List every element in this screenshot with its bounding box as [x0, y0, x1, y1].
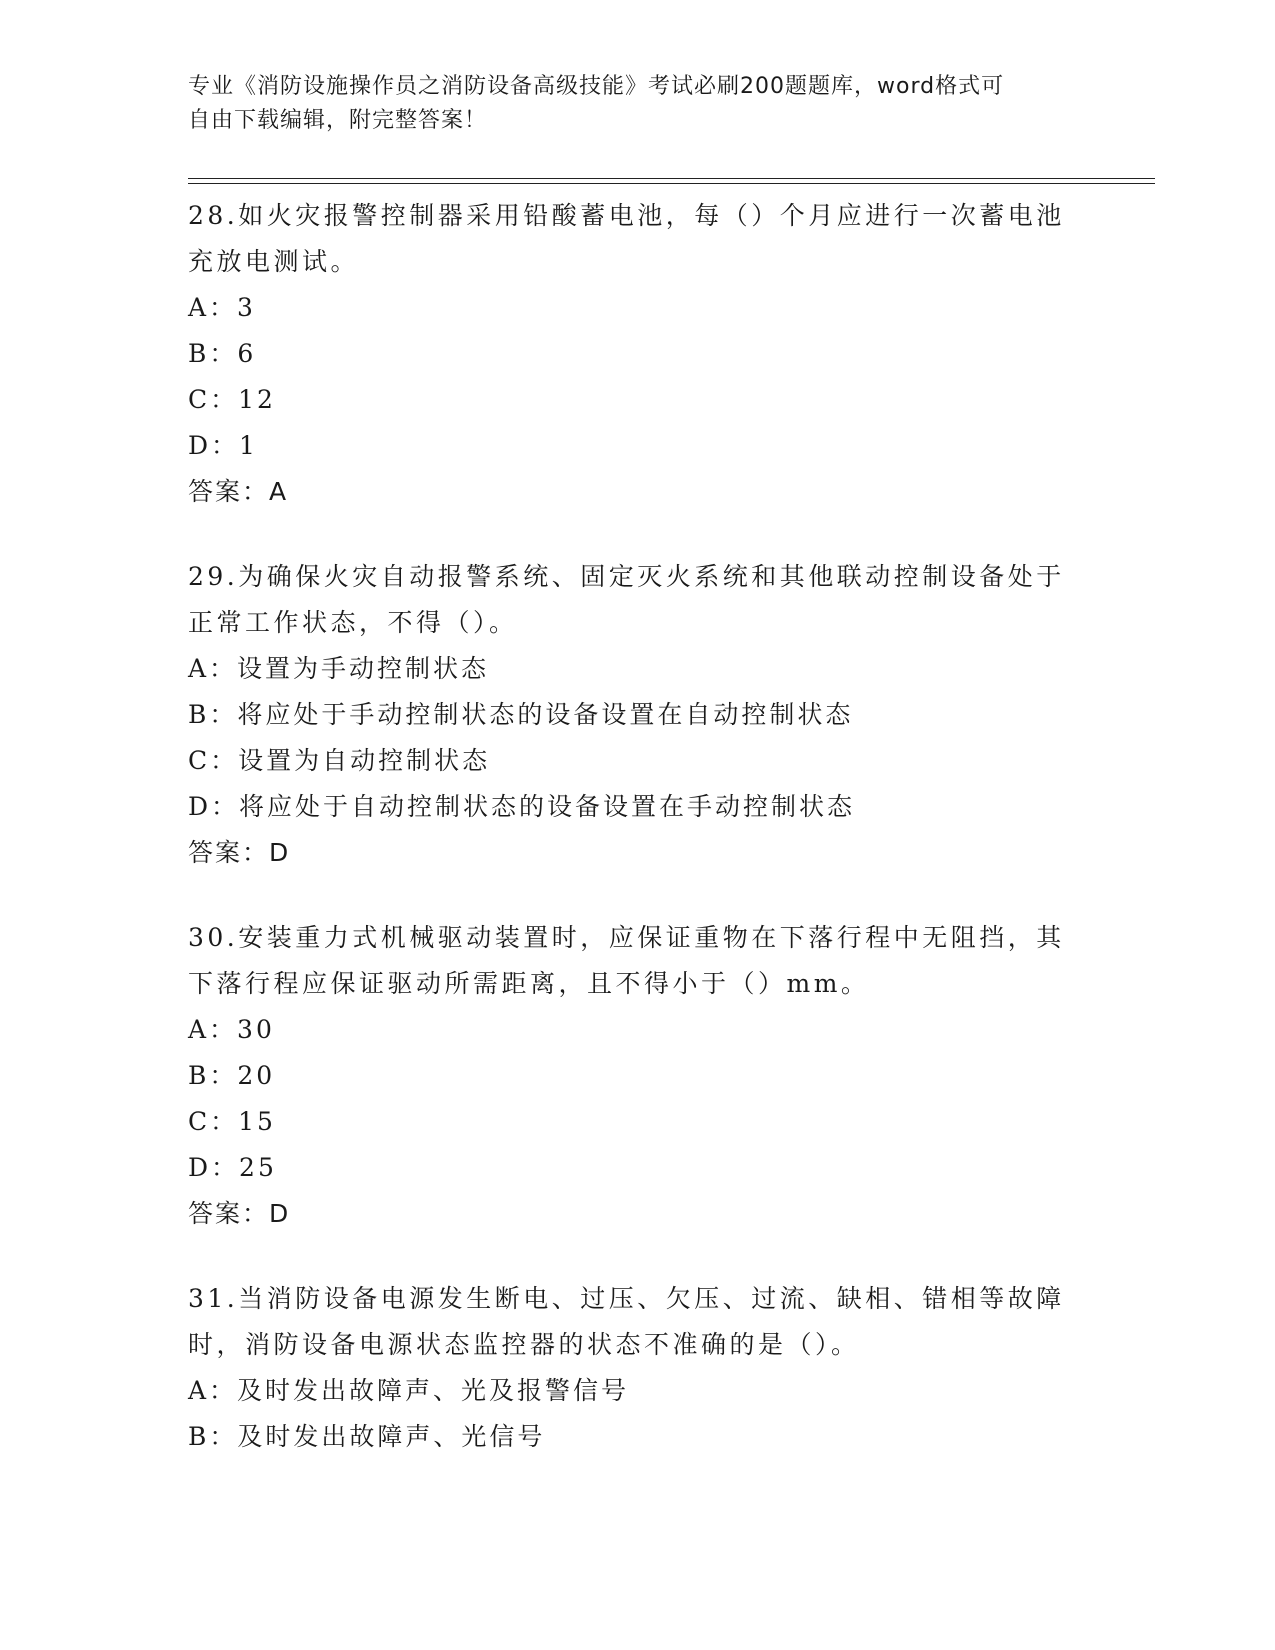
- option-a: A：及时发出故障声、光及报警信号: [188, 1376, 630, 1405]
- question-list: [188, 193, 1088, 1499]
- option-c: C：12: [188, 385, 276, 414]
- header-divider-top: [188, 178, 1155, 179]
- answer: 答案：D: [188, 838, 291, 867]
- question-stem-line-1: 30.安装重力式机械驱动装置时，应保证重物在下落行程中无阻挡，其: [188, 923, 1065, 952]
- question-stem-line-1: 28.如火灾报警控制器采用铅酸蓄电池，每（）个月应进行一次蓄电池: [188, 201, 1065, 230]
- question-stem-line-1: 31.当消防设备电源发生断电、过压、欠压、过流、缺相、错相等故障: [188, 1284, 1065, 1313]
- header-line-1: 专业《消防设施操作员之消防设备高级技能》考试必刷200题题库，word格式可: [188, 74, 1005, 99]
- option-a: A：设置为手动控制状态: [188, 654, 490, 683]
- question-29: [188, 554, 1088, 876]
- option-list: [188, 285, 1088, 469]
- question-stem-line-2: 时，消防设备电源状态监控器的状态不准确的是（）。: [188, 1330, 860, 1359]
- question-stem: [188, 915, 1088, 1007]
- question-stem-line-2: 下落行程应保证驱动所需距离，且不得小于（）mm。: [188, 969, 870, 998]
- header-divider-bottom: [188, 183, 1155, 184]
- question-30: [188, 915, 1088, 1237]
- page-header: [188, 70, 1088, 138]
- option-b: B：6: [188, 339, 257, 368]
- question-stem: [188, 193, 1088, 285]
- question-31: [188, 1276, 1088, 1460]
- option-b: B：将应处于手动控制状态的设备设置在自动控制状态: [188, 700, 854, 729]
- option-list: [188, 646, 1088, 830]
- question-stem-line-2: 正常工作状态，不得（）。: [188, 608, 518, 637]
- question-stem: [188, 554, 1088, 646]
- option-d: D：将应处于自动控制状态的设备设置在手动控制状态: [188, 792, 856, 821]
- option-d: D：1: [188, 431, 258, 460]
- answer: 答案：A: [188, 477, 289, 506]
- option-list: [188, 1007, 1088, 1191]
- option-a: A：3: [188, 293, 256, 322]
- answer: 答案：D: [188, 1199, 291, 1228]
- option-a: A：30: [188, 1015, 275, 1044]
- question-28: [188, 193, 1088, 515]
- option-b: B：及时发出故障声、光信号: [188, 1422, 546, 1451]
- question-stem-line-2: 充放电测试。: [188, 247, 360, 276]
- option-d: D：25: [188, 1153, 277, 1182]
- option-c: C：15: [188, 1107, 276, 1136]
- option-b: B：20: [188, 1061, 276, 1090]
- question-stem-line-1: 29.为确保火灾自动报警系统、固定灭火系统和其他联动控制设备处于: [188, 562, 1065, 591]
- header-line-2: 自由下载编辑，附完整答案！: [188, 108, 488, 133]
- option-c: C：设置为自动控制状态: [188, 746, 491, 775]
- question-stem: [188, 1276, 1088, 1368]
- option-list: [188, 1368, 1088, 1460]
